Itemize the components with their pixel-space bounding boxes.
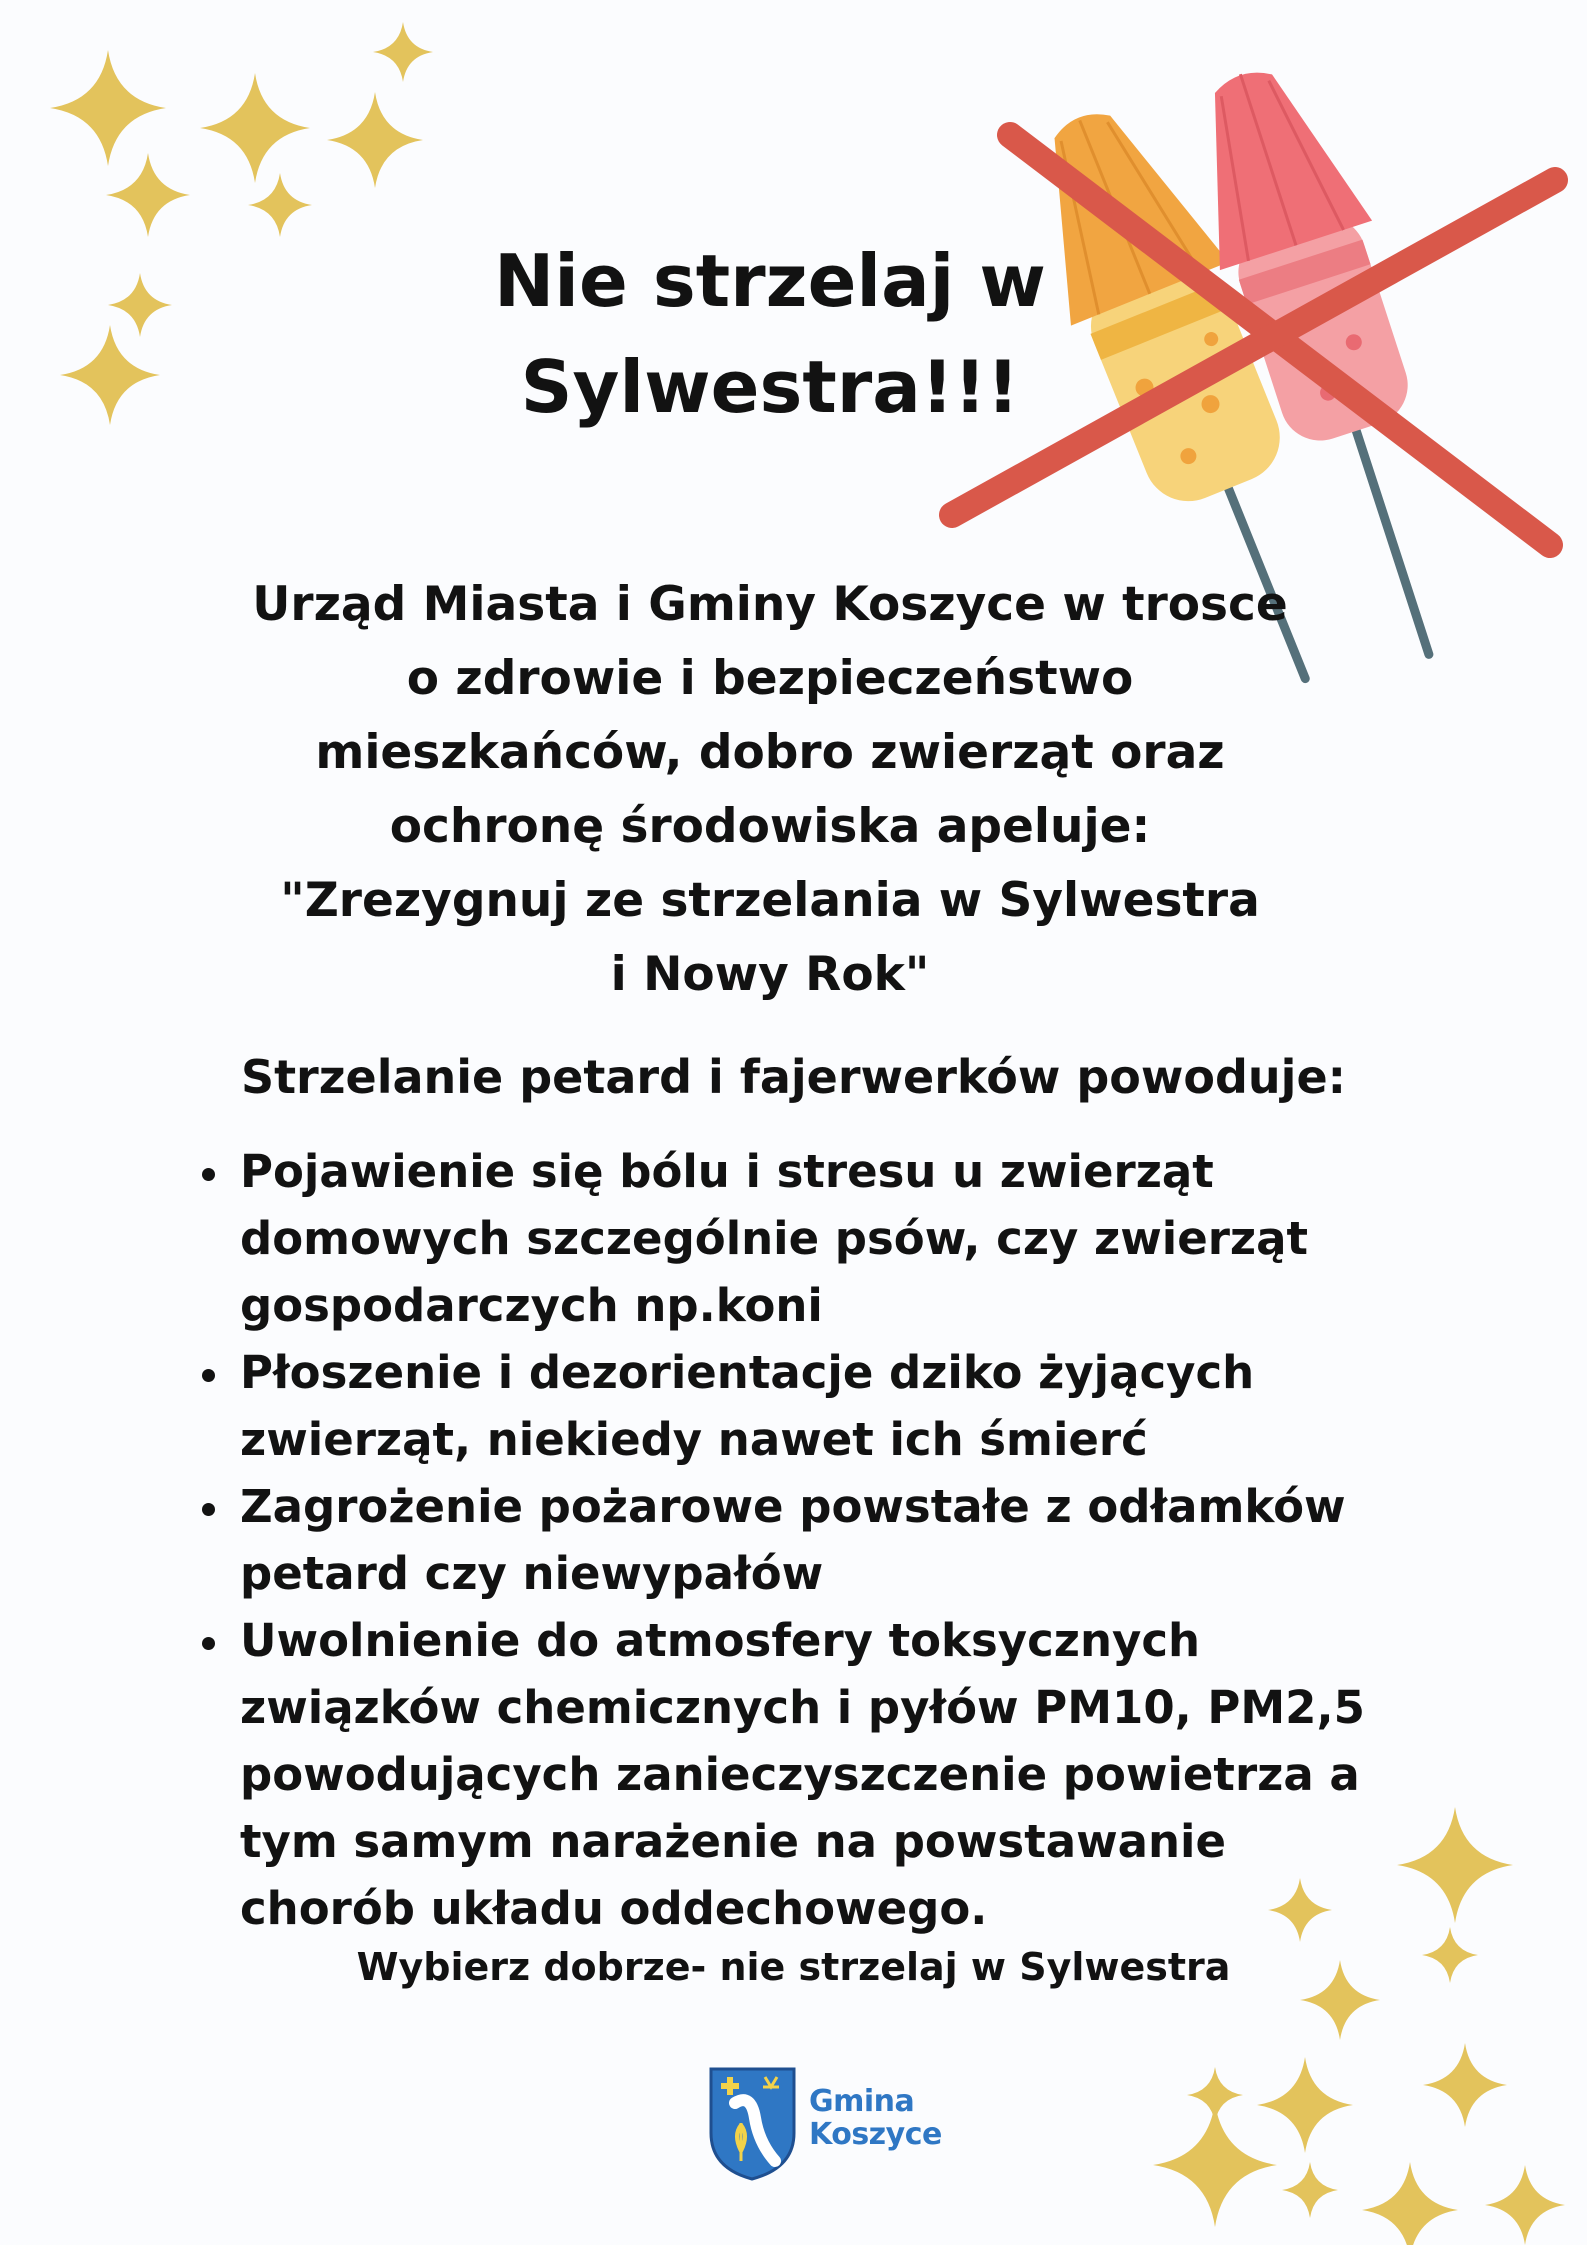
list-item-line: Uwolnienie do atmosfery toksycznych — [240, 1614, 1201, 1667]
effects-list — [240, 1138, 1390, 1942]
sparkle-icon — [1485, 2165, 1565, 2245]
closing-slogan: Wybierz dobrze- nie strzelaj w Sylwestra — [356, 1945, 1231, 1989]
list-item-line: związków chemicznych i pyłów PM10, PM2,5 — [240, 1681, 1365, 1734]
sparkle-icon — [1153, 2103, 1277, 2227]
list-item-line: Zagrożenie pożarowe powstałe z odłamków — [240, 1480, 1346, 1533]
sparkle-icon — [200, 73, 310, 183]
sparkle-icon — [1362, 2162, 1458, 2245]
list-item — [240, 1138, 1390, 1339]
list-item — [240, 1607, 1390, 1942]
list-item-line: Płoszenie i dezorientacje dziko żyjących — [240, 1346, 1255, 1399]
sparkle-icon — [60, 325, 160, 425]
sparkle-icon — [1282, 2162, 1338, 2218]
appeal-line: ochronę środowiska apeluje: — [389, 799, 1151, 854]
list-item-line: petard czy niewypałów — [240, 1547, 824, 1600]
list-item-line: chorób układu oddechowego. — [240, 1882, 988, 1935]
appeal-paragraph — [180, 568, 1360, 1012]
sparkle-icon — [327, 92, 423, 188]
list-item — [240, 1339, 1390, 1473]
appeal-line: "Zrezygnuj ze strzelania w Sylwestra — [280, 873, 1260, 928]
page-title — [440, 228, 1100, 440]
list-item-line: zwierząt, niekiedy nawet ich śmierć — [240, 1413, 1148, 1466]
logo-line: Koszyce — [809, 2117, 942, 2152]
list-item — [240, 1473, 1390, 1607]
appeal-line: mieszkańców, dobro zwierząt oraz — [315, 725, 1225, 780]
koszyce-coat-of-arms-icon — [705, 2063, 800, 2183]
sparkle-icon — [108, 273, 172, 337]
list-item-line: Pojawienie się bólu i stresu u zwierząt — [240, 1145, 1214, 1198]
appeal-line: Urząd Miasta i Gminy Koszyce w trosce — [252, 577, 1288, 632]
effects-heading: Strzelanie petard i fajerwerków powoduje: — [240, 1050, 1347, 1104]
appeal-line: i Nowy Rok" — [610, 947, 930, 1002]
sparkle-icon — [50, 50, 166, 166]
appeal-line: o zdrowie i bezpieczeństwo — [406, 651, 1134, 706]
logo-wordmark — [809, 2085, 942, 2151]
logo-line: Gmina — [809, 2084, 915, 2119]
title-line: Sylwestra!!! — [520, 345, 1020, 429]
sparkle-icon — [248, 173, 312, 237]
sparkle-icon — [373, 22, 433, 82]
gmina-koszyce-logo — [705, 2063, 955, 2183]
sparkle-icon — [1397, 1807, 1513, 1923]
list-item-line: gospodarczych np.koni — [240, 1279, 823, 1332]
title-line: Nie strzelaj w — [494, 239, 1046, 323]
list-item-line: powodujących zanieczyszczenie powietrza a — [240, 1748, 1360, 1801]
sparkle-icon — [1423, 2043, 1507, 2127]
sparkle-icon — [1257, 2057, 1353, 2153]
sparkle-icon — [106, 153, 190, 237]
list-item-line: domowych szczególnie psów, czy zwierząt — [240, 1212, 1308, 1265]
list-item-line: tym samym narażenie na powstawanie — [240, 1815, 1227, 1868]
